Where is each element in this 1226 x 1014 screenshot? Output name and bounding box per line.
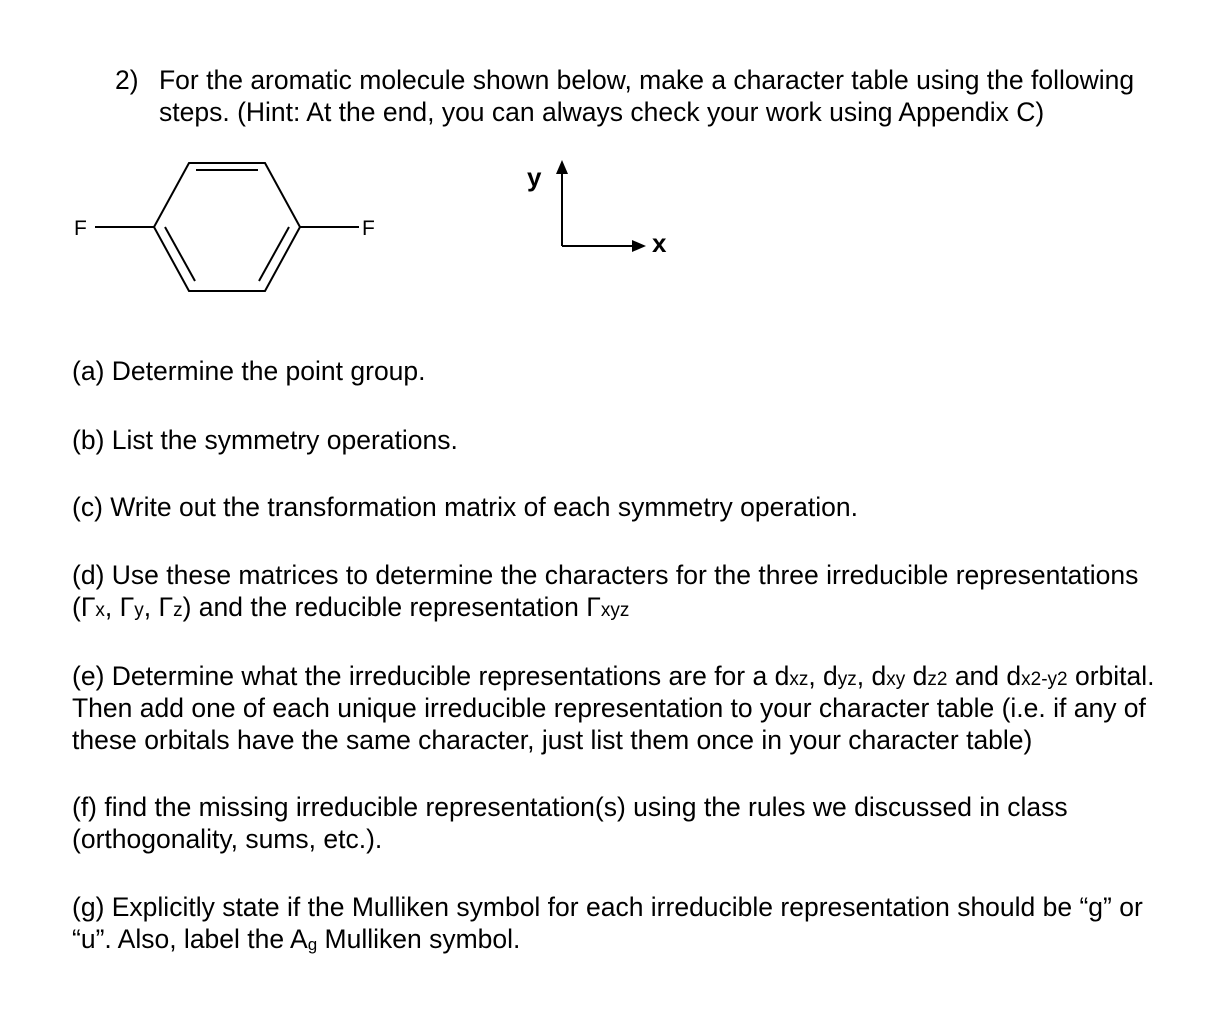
part-d-line1: (d) Use these matrices to determine the characters for the three irreducible representations bbox=[72, 560, 1139, 590]
question-number: 2) bbox=[115, 65, 139, 95]
part-g-line2: “u”. Also, label the Ag Mulliken symbol. bbox=[72, 924, 521, 954]
fluorine-right: F bbox=[362, 217, 375, 240]
part-g-line1: (g) Explicitly state if the Mulliken symbol for each irreducible representation should be “g” or bbox=[72, 892, 1143, 922]
axes-diagram bbox=[520, 150, 680, 260]
part-e-line2: Then add one of each unique irreducible representation to your character table (i.e. if any of bbox=[72, 693, 1146, 723]
y-axis-label: y bbox=[527, 162, 542, 192]
x-arrow-head bbox=[632, 240, 646, 252]
part-c: (c) Write out the transformation matrix of each symmetry operation. bbox=[72, 492, 858, 522]
benzene-ring bbox=[95, 163, 359, 291]
part-e-line3: these orbitals have the same character, just list them once in your character table) bbox=[72, 725, 1033, 755]
x-axis-label: x bbox=[652, 228, 667, 258]
molecule-diagram bbox=[0, 0, 420, 320]
part-f-line1: (f) find the missing irreducible representation(s) using the rules we discussed in class bbox=[72, 792, 1068, 822]
part-a: (a) Determine the point group. bbox=[72, 356, 426, 386]
part-d-line2: (Γx, Γy, Γz) and the reducible representation Γxyz bbox=[72, 592, 630, 622]
y-arrow-head bbox=[556, 160, 568, 174]
question-text-line1: For the aromatic molecule shown below, make a character table using the following bbox=[159, 65, 1135, 95]
fluorine-left: F bbox=[74, 217, 87, 240]
part-f-line2: (orthogonality, sums, etc.). bbox=[72, 824, 383, 854]
part-b: (b) List the symmetry operations. bbox=[72, 425, 458, 455]
part-e-line1: (e) Determine what the irreducible representations are for a dxz, dyz, dxy dz2 and dx2-y2 orbital. bbox=[72, 661, 1155, 691]
question-text-line2: steps. (Hint: At the end, you can always check your work using Appendix C) bbox=[159, 97, 1045, 127]
ring-outline bbox=[154, 163, 300, 291]
